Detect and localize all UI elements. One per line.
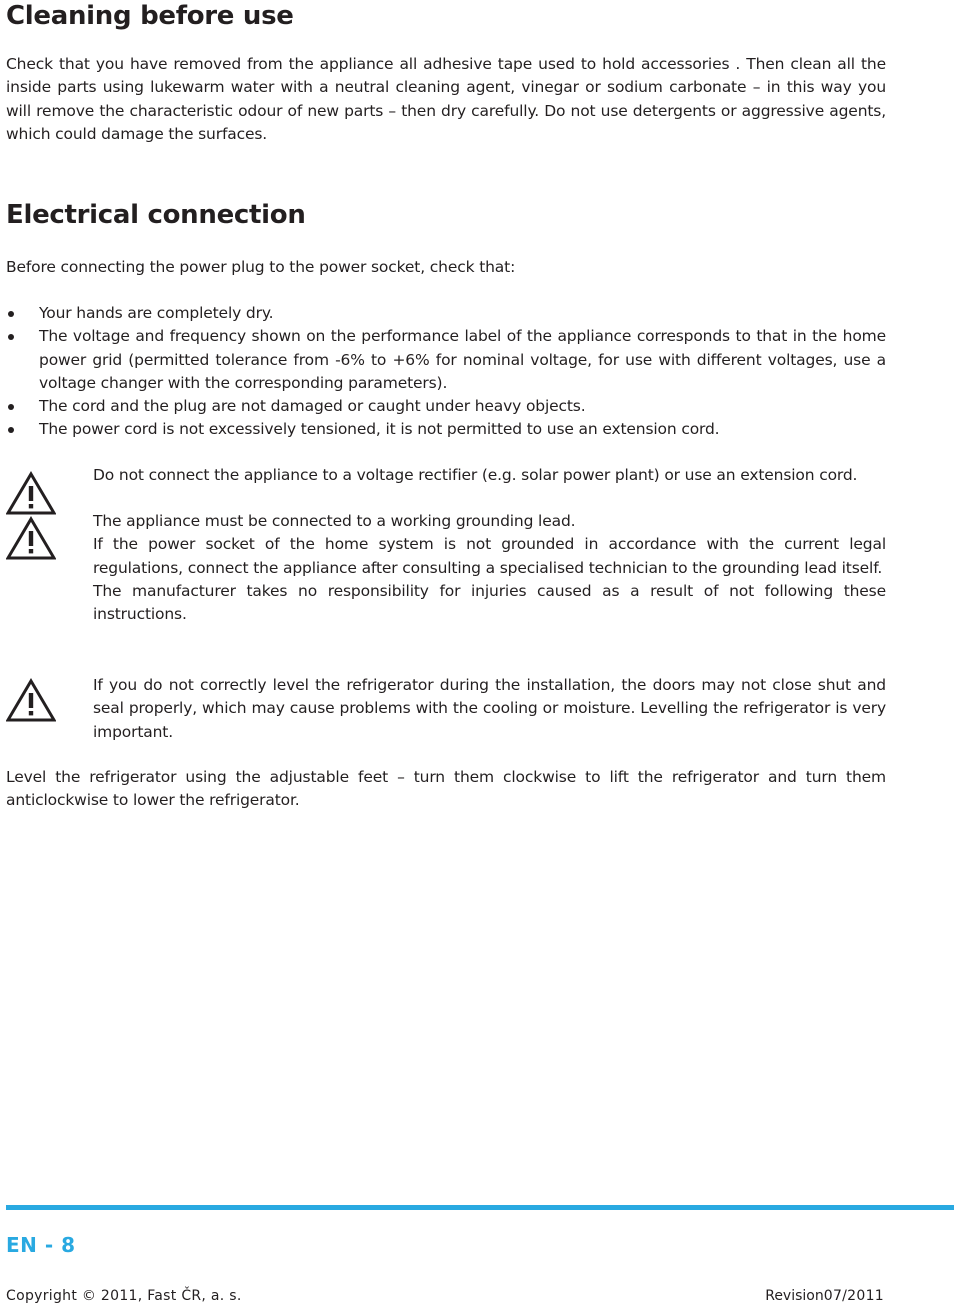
- revision-value: 07/2011: [823, 1288, 884, 1304]
- warning-paragraph: The appliance must be connected to a working grounding lead.: [93, 512, 576, 530]
- cleaning-paragraph: Check that you have removed from the appliance all adhesive tape used to hold accessories . Then clean all the inside parts using lukewarm water with a neutral cleaning agent, vinegar or sodium carbonate – in this way you will remove the characteristic odour of new parts – then dry carefully. Do not use detergents or aggressive agents, which could damage the surfaces.: [6, 55, 886, 143]
- warning-text: [93, 674, 886, 744]
- bullet-icon: [8, 404, 14, 410]
- warning-paragraph: The manufacturer takes no responsibility for injuries caused as a result of not following these instructions.: [93, 581, 886, 624]
- warning-triangle-icon: [6, 471, 56, 515]
- checklist-item: [6, 325, 886, 395]
- electrical-checklist: [6, 302, 886, 442]
- leveling-paragraph: Level the refrigerator using the adjustable feet – turn them clockwise to lift the refrigerator and turn them anticlockwise to lower the refrigerator.: [6, 768, 886, 810]
- warning-text: [93, 464, 886, 487]
- warning-paragraph: If the power socket of the home system is not grounded in accordance with the current legal regulations, connect the appliance after consulting a specialised technician to the grounding lead itself.: [93, 535, 886, 577]
- revision-label: Revision: [765, 1288, 824, 1304]
- cleaning-title: Cleaning before use: [6, 1, 294, 31]
- electrical-intro: Before connecting the power plug to the power socket, check that:: [6, 258, 516, 276]
- footer-divider: [6, 1205, 954, 1210]
- electrical-title: Electrical connection: [6, 200, 306, 230]
- checklist-item: [6, 395, 886, 418]
- checklist-item-text: The voltage and frequency shown on the performance label of the appliance corresponds to that in the home power grid (permitted tolerance from -6% to +6% for nominal voltage, for use with different voltages, use a voltage changer with the corresponding parameters).: [39, 327, 886, 392]
- checklist-item-text: The power cord is not excessively tensioned, it is not permitted to use an extension cord.: [39, 420, 720, 439]
- warning-triangle-icon: [6, 678, 56, 722]
- warning-paragraph: Do not connect the appliance to a voltage rectifier (e.g. solar power plant) or use an extension cord.: [93, 466, 858, 484]
- warning-triangle-icon: [6, 516, 56, 560]
- checklist-item: [6, 418, 886, 441]
- checklist-item: [6, 302, 886, 325]
- revision-info: [765, 1288, 884, 1304]
- warning-text: [93, 510, 886, 626]
- page-number: EN - 8: [6, 1233, 76, 1257]
- copyright-text: Copyright © 2011, Fast ČR, a. s.: [6, 1288, 242, 1304]
- warning-paragraph: If you do not correctly level the refrigerator during the installation, the doors may not close shut and seal properly, which may cause problems with the cooling or moisture. Levelling the refrigerator is very important.: [93, 676, 886, 741]
- checklist-item-text: Your hands are completely dry.: [39, 304, 274, 322]
- bullet-icon: [8, 427, 14, 433]
- bullet-icon: [8, 334, 14, 340]
- checklist-item-text: The cord and the plug are not damaged or caught under heavy objects.: [39, 397, 586, 416]
- bullet-icon: [8, 311, 14, 317]
